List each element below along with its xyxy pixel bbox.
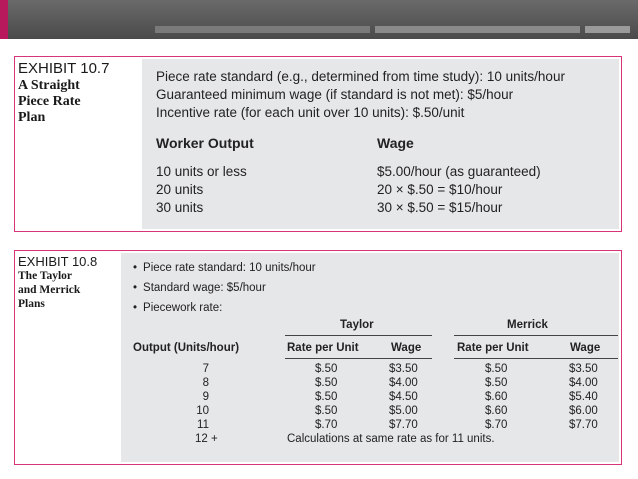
column-header: Worker Output bbox=[156, 135, 254, 151]
exhibit-panel bbox=[142, 59, 619, 229]
output-cell: 8 bbox=[202, 377, 209, 389]
merrick-rate-cell: $.50 bbox=[485, 377, 508, 389]
column-header: Wage bbox=[377, 135, 414, 151]
column-header: Wage bbox=[570, 342, 601, 354]
bullet-item: • Piecework rate: bbox=[133, 302, 222, 314]
output-cell: 20 units bbox=[156, 182, 204, 197]
merrick-rate-cell: $.50 bbox=[485, 363, 508, 375]
taylor-rate-cell: $.50 bbox=[315, 391, 338, 403]
exhibit-title-line: Plans bbox=[18, 298, 45, 310]
exhibit-panel bbox=[121, 253, 619, 462]
taylor-wage-cell: $4.00 bbox=[389, 377, 418, 389]
merrick-wage-cell: $6.00 bbox=[569, 405, 598, 417]
wage-cell: 20 × $.50 = $10/hour bbox=[377, 182, 503, 197]
column-header: Wage bbox=[391, 342, 422, 354]
exhibit-10-7 bbox=[14, 56, 622, 232]
output-cell: 12 + bbox=[195, 433, 218, 445]
exhibit-title-line: and Merrick bbox=[18, 284, 81, 296]
plan-line: Piece rate standard (e.g., determined from time study): 10 units/hour bbox=[156, 69, 565, 84]
group-header-taylor: Taylor bbox=[340, 319, 374, 331]
exhibit-title-line: Piece Rate bbox=[18, 94, 81, 109]
column-header: Rate per Unit bbox=[287, 342, 359, 354]
output-cell: 11 bbox=[197, 419, 209, 431]
group-rule bbox=[285, 335, 432, 336]
exhibit-10-8 bbox=[14, 250, 622, 465]
accent-bar bbox=[0, 0, 8, 39]
header-rule bbox=[454, 358, 618, 359]
slide-header-bar bbox=[0, 0, 638, 39]
exhibit-title-line: Plan bbox=[18, 110, 46, 125]
exhibit-title-line: A Straight bbox=[18, 78, 80, 93]
exhibit-label bbox=[18, 60, 138, 126]
merrick-rate-cell: $.60 bbox=[485, 405, 508, 417]
wage-cell: 30 × $.50 = $15/hour bbox=[377, 200, 503, 215]
output-cell: 30 units bbox=[156, 200, 204, 215]
output-cell: 10 units or less bbox=[156, 164, 247, 179]
output-cell: 10 bbox=[196, 405, 209, 417]
output-cell: 9 bbox=[202, 391, 209, 403]
merrick-wage-cell: $4.00 bbox=[569, 377, 598, 389]
merrick-wage-cell: $5.40 bbox=[569, 391, 598, 403]
taylor-wage-cell: $7.70 bbox=[389, 419, 418, 431]
merrick-wage-cell: $3.50 bbox=[569, 363, 598, 375]
merrick-rate-cell: $.70 bbox=[485, 419, 508, 431]
taylor-wage-cell: $4.50 bbox=[389, 391, 418, 403]
header-stripe bbox=[375, 26, 580, 33]
header-rule bbox=[285, 358, 432, 359]
column-header: Rate per Unit bbox=[457, 342, 529, 354]
group-rule bbox=[454, 335, 618, 336]
taylor-wage-cell: $3.50 bbox=[389, 363, 418, 375]
output-cell: 7 bbox=[202, 363, 209, 375]
exhibit-number: EXHIBIT 10.8 bbox=[18, 254, 98, 269]
taylor-rate-cell: $.50 bbox=[315, 405, 338, 417]
bullet-item: • Standard wage: $5/hour bbox=[133, 282, 266, 294]
merrick-wage-cell: $7.70 bbox=[569, 419, 598, 431]
exhibit-number: EXHIBIT 10.7 bbox=[18, 60, 110, 77]
bullet-item: • Piece rate standard: 10 units/hour bbox=[133, 262, 316, 274]
taylor-rate-cell: $.50 bbox=[315, 363, 338, 375]
taylor-rate-cell: $.70 bbox=[315, 419, 338, 431]
taylor-rate-cell: $.50 bbox=[315, 377, 338, 389]
header-stripe bbox=[155, 26, 370, 33]
wage-cell: $5.00/hour (as guaranteed) bbox=[377, 164, 541, 179]
header-stripe bbox=[585, 26, 630, 33]
taylor-wage-cell: $5.00 bbox=[389, 405, 418, 417]
exhibit-title-line: The Taylor bbox=[18, 270, 73, 282]
group-header-merrick: Merrick bbox=[507, 319, 548, 331]
plan-line: Incentive rate (for each unit over 10 units): $.50/unit bbox=[156, 105, 465, 120]
plan-line: Guaranteed minimum wage (if standard is not met): $5/hour bbox=[156, 87, 514, 102]
merrick-rate-cell: $.60 bbox=[485, 391, 508, 403]
column-header: Output (Units/hour) bbox=[133, 342, 240, 354]
table-note: Calculations at same rate as for 11 units. bbox=[287, 433, 495, 445]
exhibit-label bbox=[18, 254, 118, 311]
